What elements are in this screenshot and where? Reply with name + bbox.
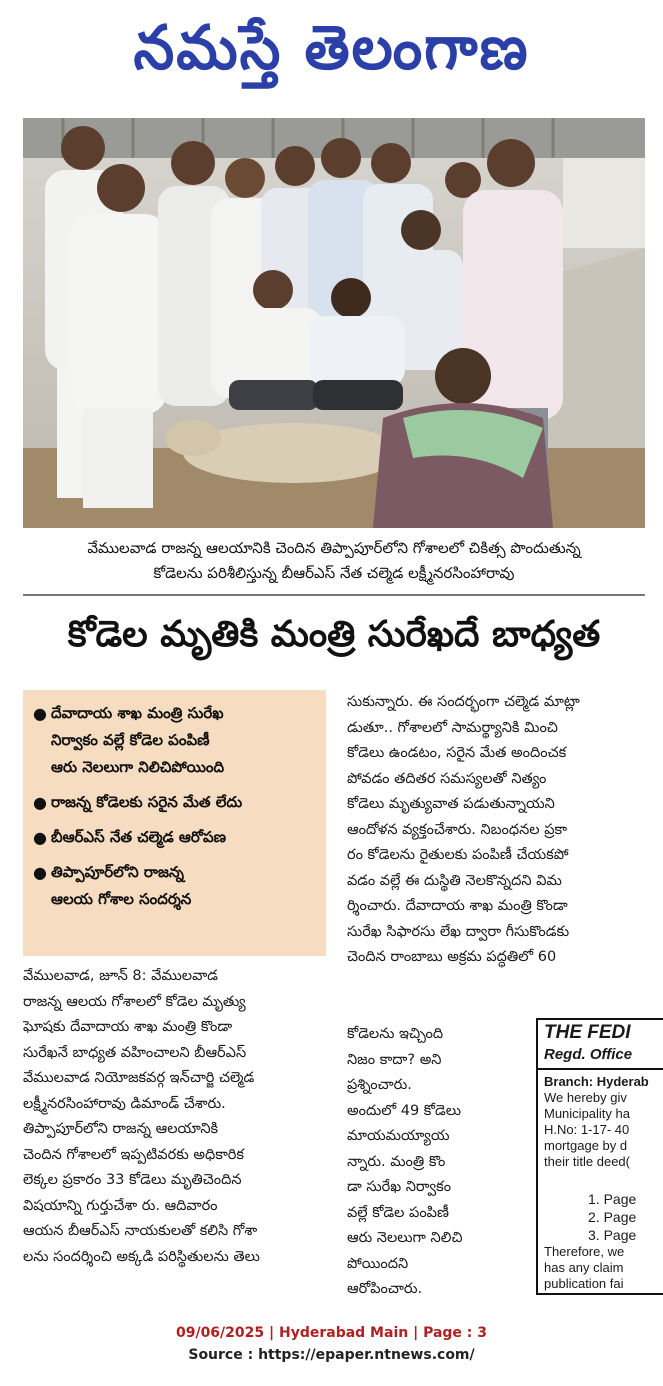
body-line: వేములవాడ, జూన్ 8: వేములవాడ	[23, 968, 219, 984]
body-line: వడం వల్లే ఈ దుస్థితి నెలకొన్నదని విమ	[347, 872, 562, 889]
body-line: ఆరోపించారు.	[347, 1281, 423, 1297]
highlight-item	[33, 700, 318, 781]
caption-line-2: కోడెలను పరిశీలిస్తున్న బీఆర్‌ఎస్ నేత చల్మెడ లక్ష్మీనరసింహారావు	[153, 564, 515, 582]
body-line: సురేఖనే బాధ్యత వహించాలని బీఆర్‌ఎస్	[23, 1044, 247, 1061]
source-link[interactable]: Source : https://epaper.ntnews.com/	[188, 1347, 475, 1363]
photo-caption	[23, 536, 645, 588]
highlight-item	[33, 859, 318, 913]
highlight-line: తిప్పాపూర్‌లోని రాజన్న	[51, 863, 184, 881]
body-line: నిజం కాదా? అని	[347, 1051, 442, 1068]
highlight-item	[33, 824, 318, 851]
photo-illustration	[23, 118, 645, 528]
ad-list	[588, 1190, 636, 1244]
newspaper-title: నమస్తే తెలంగాణ	[133, 11, 530, 83]
body-line: సుకున్నారు. ఈ సందర్భంగా చల్మెడ మాట్లా	[347, 694, 580, 710]
ad-title: THE FEDI	[544, 1022, 631, 1043]
body-line: ర్శించారు. దేవాదాయ శాఖ మంత్రి కొండా	[347, 898, 568, 914]
body-line: డా సురేఖ నిర్వాకం	[347, 1179, 452, 1195]
ad-line: H.No: 1-17- 40	[544, 1122, 630, 1137]
body-line: పోయిందని	[347, 1255, 409, 1272]
article-body-right-bottom	[347, 1022, 519, 1303]
body-line: కోడెలను ఇచ్చింది	[347, 1026, 444, 1042]
ad-list-item: 1. Page	[588, 1191, 637, 1207]
body-line: సురేఖ సిఫారసు లేఖ ద్వారా గీసుకొండకు	[347, 923, 570, 940]
body-line: రాజన్న ఆలయ గోశాలలో కోడెల మృత్యు	[23, 993, 246, 1010]
highlight-line: ఆలయ గోశాల సందర్శన	[51, 890, 192, 908]
ad-subtitle: Regd. Office	[544, 1046, 633, 1063]
body-line: చెందిన రాంబాబు అక్రమ పద్ధతిలో 60	[347, 949, 557, 965]
body-line: లెక్కల ప్రకారం 33 కోడెలు మృతిచెందిన	[23, 1172, 242, 1188]
ad-divider	[538, 1068, 663, 1070]
highlight-line: బీఆర్‌ఎస్ నేత చల్మెడ ఆరోపణ	[51, 828, 226, 846]
divider	[23, 594, 645, 596]
body-line: ఘోషకు దేవాదాయ శాఖ మంత్రి కొండా	[23, 1019, 233, 1035]
ad-line: their title deed(	[544, 1154, 630, 1169]
bullet-icon: ●	[33, 704, 47, 723]
highlight-line: నిర్వాకం వల్లే కోడెల పంపిణీ	[51, 731, 210, 749]
highlight-line: ఆరు నెలలుగా నిలిచిపోయింది	[51, 758, 225, 776]
page-footer	[0, 1322, 663, 1366]
body-line: లను సందర్శించి అక్కడి పరిస్థితులను తెలు	[23, 1248, 260, 1265]
highlights-box	[23, 690, 326, 956]
body-line: ఆయన బీఆర్‌ఎస్ నాయకులతో కలిసి గోశా	[23, 1223, 258, 1239]
body-line: డుతూ.. గోశాలలో సామర్థ్యానికి మించి	[347, 719, 558, 736]
body-line: మాయమయ్యాయ	[347, 1128, 450, 1144]
ad-line: We hereby giv	[544, 1090, 627, 1105]
article-headline: కోడెల మృతికి మంత్రి సురేఖదే బాధ్యత	[67, 614, 601, 655]
ad-list-item: 2. Page	[588, 1209, 637, 1225]
body-line: ప్రశ్నించారు.	[347, 1077, 412, 1093]
article-body-left	[23, 964, 328, 1270]
bullet-icon: ●	[33, 793, 47, 812]
body-line: తిప్పాపూర్‌లోని రాజన్న ఆలయానికి	[23, 1121, 219, 1137]
ad-line: Municipality ha	[544, 1106, 630, 1121]
caption-line-1: వేములవాడ రాజన్న ఆలయానికి చెందిన తిప్పాపూర్‌లోని గోశాలలో చికిత్స పొందుతున్న	[87, 539, 581, 557]
ad-line: Branch: Hyderab	[544, 1074, 649, 1089]
body-line: కోడెలు మృత్యువాత పడుతున్నాయని	[347, 796, 555, 812]
highlight-line: రాజన్న కోడెలకు సరైన మేత లేదు	[51, 793, 243, 811]
ad-footer	[544, 1244, 624, 1292]
body-line: వేములవాడ నియోజకవర్గ ఇన్‌చార్జి చల్మెడ	[23, 1070, 255, 1086]
highlight-item	[33, 789, 318, 816]
bank-notice-ad	[536, 1018, 663, 1295]
ad-line: mortgage by d	[544, 1138, 628, 1153]
article-body-right-top	[347, 690, 645, 971]
masthead	[0, 0, 663, 110]
ad-line: Therefore, we	[544, 1244, 625, 1259]
body-line: విషయాన్ని గుర్తుచేశా రు. ఆదివారం	[23, 1197, 218, 1214]
body-line: కోడెలు ఉండటం, సరైన మేత అందించక	[347, 745, 567, 761]
body-line: న్నారు. మంత్రి కొం	[347, 1153, 446, 1170]
body-line: అందులో 49 కోడెలు	[347, 1102, 462, 1119]
body-line: ఆందోళన వ్యక్తంచేశారు. నిబంధనల ప్రకా	[347, 821, 568, 838]
body-line: వల్లే కోడెల పంపిణీ	[347, 1204, 449, 1221]
edition-info: 09/06/2025 | Hyderabad Main | Page : 3	[175, 1325, 488, 1341]
ad-line: has any claim	[544, 1260, 624, 1275]
body-line: చెందిన గోశాలలో ఇప్పటివరకు అధికారిక	[23, 1146, 244, 1163]
body-line: లక్ష్మీనరసింహారావు డిమాండ్ చేశారు.	[23, 1095, 226, 1112]
bullet-icon: ●	[33, 828, 47, 847]
ad-list-item: 3. Page	[588, 1227, 637, 1243]
ad-body	[544, 1074, 649, 1170]
body-line: రం కోడెలను రైతులకు పంపిణీ చేయకపో	[347, 847, 569, 863]
body-line: పోవడం తదితర సమస్యలతో నిత్యం	[347, 770, 547, 787]
news-photo	[23, 118, 645, 528]
bullet-icon: ●	[33, 863, 47, 882]
body-line: ఆరు నెలలుగా నిలిచి	[347, 1230, 463, 1246]
ad-line: publication fai	[544, 1276, 624, 1291]
highlight-line: దేవాదాయ శాఖ మంత్రి సురేఖ	[51, 704, 224, 722]
